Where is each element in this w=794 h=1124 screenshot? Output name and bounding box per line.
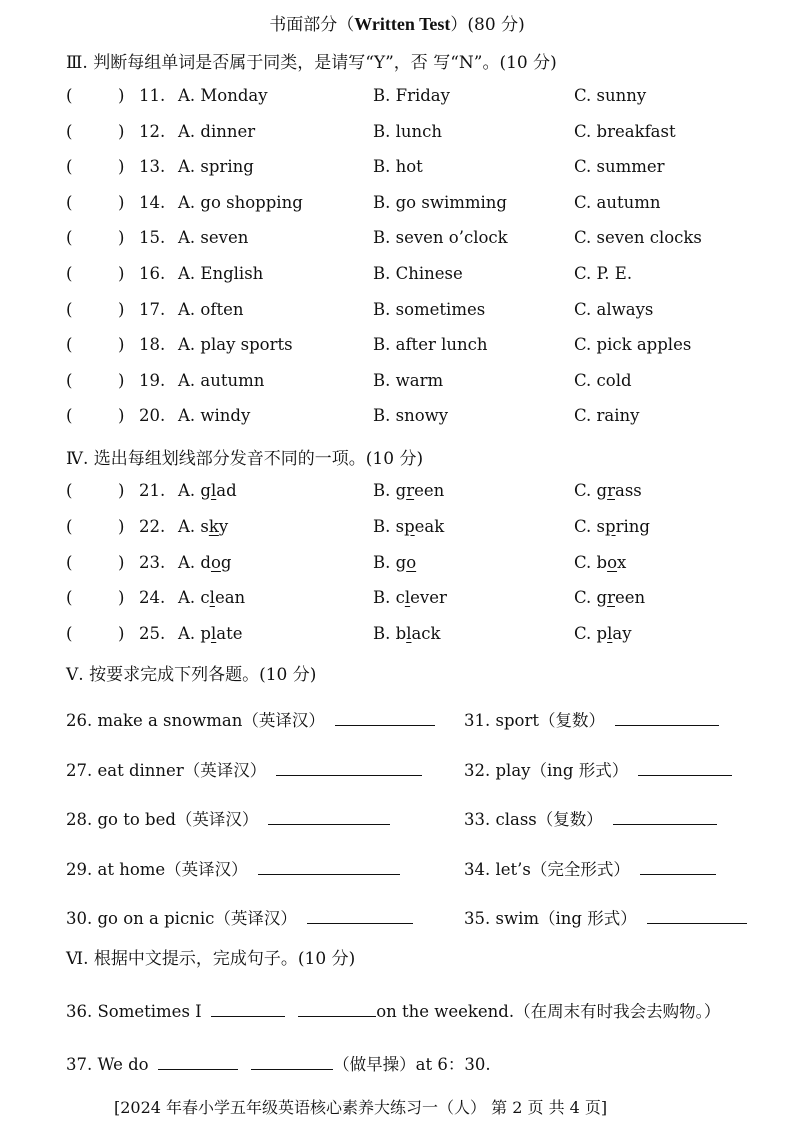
option-text-end: eak (414, 516, 445, 536)
option-text-end: ay (612, 624, 632, 644)
question-number: 19. (139, 370, 166, 390)
option-text-end: g (220, 552, 232, 572)
option-b: B. Chinese (373, 264, 463, 283)
option-b (373, 553, 416, 572)
underlined-letter: k (208, 516, 219, 536)
option-c: C. rainy (574, 406, 640, 426)
question-number: 11. (139, 86, 166, 105)
question-item-left (66, 757, 422, 781)
question-item-right (464, 856, 716, 880)
option-text-start: A. c (178, 588, 210, 608)
option-text-end: ate (216, 624, 243, 644)
question-text: 30. go on a picnic（英译汉） (66, 909, 297, 928)
q37-suffix: （做早操）at 6：30. (333, 1055, 491, 1074)
option-b (373, 624, 441, 643)
option-b: B. lunch (373, 121, 443, 141)
option-b: B. go swimming (373, 192, 507, 212)
underlined-letter: r (406, 481, 415, 500)
question-number: 14. (139, 192, 166, 212)
title-cn: 书面部分（ (269, 15, 355, 35)
answer-blank[interactable] (335, 724, 435, 726)
q36-blank-1[interactable] (211, 1015, 285, 1017)
question-number: 21. (139, 481, 166, 500)
answer-paren-close[interactable]: ) (118, 299, 125, 319)
option-c (574, 624, 632, 643)
option-text-start: C. s (574, 516, 605, 536)
answer-blank[interactable] (307, 922, 413, 924)
question-number: 24. (139, 588, 166, 608)
question-item-right (464, 806, 717, 830)
option-b: B. hot (373, 157, 423, 177)
answer-paren-close[interactable]: ) (118, 552, 125, 572)
option-c: C. P. E. (574, 264, 633, 283)
question-36 (66, 998, 720, 1022)
q37-blank-2[interactable] (251, 1068, 333, 1070)
question-text: 33. class（复数） (464, 810, 603, 829)
option-c (574, 553, 626, 572)
question-text: 32. play（ing 形式） (464, 760, 629, 780)
question-item-right (464, 757, 732, 781)
question-item-left (66, 905, 413, 929)
option-text-start: B. g (373, 552, 407, 572)
option-b (373, 481, 444, 500)
underlined-letter: l (406, 624, 412, 644)
section-5-heading: Ⅴ. 按要求完成下列各题。(10 分) (66, 665, 317, 685)
answer-paren-open[interactable]: ( (66, 588, 73, 608)
answer-paren-close[interactable]: ) (118, 192, 125, 212)
answer-paren-close[interactable]: ) (118, 481, 125, 500)
option-text-start: C. b (574, 552, 608, 572)
question-item-right (464, 707, 719, 731)
answer-blank[interactable] (258, 873, 400, 875)
option-text-end: x (617, 552, 627, 572)
option-text-start: B. b (373, 624, 407, 644)
question-text: 31. sport（复数） (464, 711, 605, 730)
option-b: B. after lunch (373, 335, 488, 355)
option-text-end: ean (214, 588, 246, 608)
option-a (178, 481, 237, 500)
question-number: 25. (139, 624, 166, 644)
option-b: B. warm (373, 370, 444, 390)
question-number: 20. (139, 406, 166, 426)
question-item-left (66, 707, 435, 731)
option-text-end: ring (615, 516, 650, 536)
option-c: C. pick apples (574, 335, 692, 355)
underlined-letter: o (607, 552, 618, 572)
answer-paren-open[interactable]: ( (66, 264, 73, 283)
answer-paren-close[interactable]: ) (118, 335, 125, 355)
answer-paren-close[interactable]: ) (118, 406, 125, 426)
option-c: C. always (574, 299, 654, 319)
question-text: 34. let’s（完全形式） (464, 859, 630, 879)
answer-paren-close[interactable]: ) (118, 588, 125, 608)
option-c: C. sunny (574, 86, 647, 105)
question-number: 13. (139, 157, 166, 177)
option-b (373, 517, 444, 536)
option-text-start: B. s (373, 516, 405, 536)
option-text-start: A. p (178, 624, 211, 644)
option-a (178, 624, 242, 643)
q37-prefix: 37. We do (66, 1055, 149, 1074)
option-c (574, 517, 650, 536)
answer-paren-open[interactable]: ( (66, 228, 73, 248)
question-37 (66, 1051, 491, 1075)
answer-paren-close[interactable]: ) (118, 516, 125, 536)
underlined-letter: l (210, 481, 217, 500)
q37-blank-1[interactable] (158, 1068, 238, 1070)
question-number: 17. (139, 299, 166, 319)
question-number: 23. (139, 552, 166, 572)
option-text-end: een (614, 588, 646, 608)
option-a: A. seven (178, 228, 249, 248)
answer-paren-open[interactable]: ( (66, 516, 73, 536)
option-a: A. often (178, 299, 244, 319)
question-number: 18. (139, 335, 166, 355)
option-a: A. windy (178, 406, 251, 426)
question-text: 26. make a snowman（英译汉） (66, 711, 325, 730)
question-number: 16. (139, 264, 166, 283)
option-a (178, 553, 231, 572)
option-a (178, 588, 245, 607)
answer-blank[interactable] (647, 922, 747, 924)
option-text-end: ack (411, 624, 441, 644)
option-text-end: een (414, 481, 445, 500)
q36-blank-2[interactable] (298, 1015, 376, 1017)
question-number: 12. (139, 121, 166, 141)
section-6-heading: Ⅵ. 根据中文提示，完成句子。(10 分) (66, 949, 356, 969)
answer-paren-open[interactable]: ( (66, 406, 73, 426)
answer-paren-close[interactable]: ) (118, 624, 125, 644)
option-a: A. English (178, 264, 264, 283)
question-item-right (464, 905, 747, 929)
option-text-start: A. d (178, 552, 211, 572)
option-c: C. breakfast (574, 121, 676, 141)
option-a: A. dinner (178, 121, 256, 141)
answer-paren-open[interactable]: ( (66, 624, 73, 644)
option-c (574, 481, 642, 500)
answer-blank[interactable] (638, 774, 732, 776)
answer-blank[interactable] (613, 823, 717, 825)
option-text-end: y (218, 516, 229, 536)
answer-paren-open[interactable]: ( (66, 299, 73, 319)
question-text: 28. go to bed（英译汉） (66, 810, 259, 829)
option-b: B. seven o’clock (373, 228, 508, 248)
option-text-start: C. g (574, 588, 608, 608)
underlined-letter: l (210, 624, 217, 644)
underlined-letter: p (404, 516, 415, 536)
answer-paren-open[interactable]: ( (66, 121, 73, 141)
option-c: C. seven clocks (574, 228, 702, 248)
option-text-start: A. s (178, 516, 209, 536)
page-title (0, 10, 794, 35)
question-text: 35. swim（ing 形式） (464, 909, 637, 928)
page-footer: [2024 年春小学五年级英语核心素养大练习一（人） 第 2 页 共 4 页] (114, 1098, 608, 1117)
option-b: B. Friday (373, 86, 450, 105)
question-item-left (66, 856, 400, 880)
underlined-letter: r (607, 588, 615, 608)
q36-suffix: on the weekend.（在周末有时我会去购物。） (376, 1002, 721, 1021)
answer-paren-close[interactable]: ) (118, 264, 125, 283)
answer-paren-close[interactable]: ) (118, 157, 125, 177)
option-text-end: ever (410, 588, 447, 608)
underlined-letter: o (406, 552, 417, 572)
section-4-heading: Ⅳ. 选出每组划线部分发音不同的一项。(10 分) (66, 449, 424, 469)
q36-prefix: 36. Sometimes I (66, 1002, 202, 1021)
section-3-heading: Ⅲ. 判断每组单词是否属于同类，是请写“Y”，否 写“N”。(10 分) (66, 53, 557, 73)
answer-paren-close[interactable]: ) (118, 228, 125, 248)
option-text-start: B. c (373, 588, 405, 608)
answer-paren-close[interactable]: ) (118, 370, 125, 390)
question-text: 29. at home（英译汉） (66, 859, 248, 879)
answer-paren-open[interactable]: ( (66, 192, 73, 212)
option-a (178, 517, 228, 536)
answer-blank[interactable] (640, 873, 716, 875)
option-text-end: ass (614, 481, 642, 500)
answer-paren-open[interactable]: ( (66, 370, 73, 390)
option-text-end: ad (216, 481, 237, 500)
answer-paren-open[interactable]: ( (66, 481, 73, 500)
answer-paren-close[interactable]: ) (118, 86, 125, 105)
question-number: 22. (139, 516, 166, 536)
underlined-letter: l (209, 588, 215, 608)
answer-blank[interactable] (268, 823, 390, 825)
option-a: A. spring (178, 157, 254, 177)
option-b (373, 588, 447, 607)
underlined-letter: p (605, 516, 616, 536)
option-b: B. snowy (373, 406, 449, 426)
option-c: C. autumn (574, 192, 661, 212)
answer-paren-open[interactable]: ( (66, 335, 73, 355)
underlined-letter: o (210, 552, 221, 572)
option-text-start: C. g (574, 481, 608, 500)
answer-blank[interactable] (276, 774, 422, 776)
option-c: C. cold (574, 370, 632, 390)
underlined-letter: l (607, 624, 613, 644)
option-a: A. play sports (178, 335, 293, 355)
option-c: C. summer (574, 157, 665, 177)
answer-paren-open[interactable]: ( (66, 86, 73, 105)
option-a: A. go shopping (178, 192, 303, 212)
answer-paren-open[interactable]: ( (66, 157, 73, 177)
question-number: 15. (139, 228, 166, 248)
underlined-letter: l (404, 588, 411, 608)
answer-paren-open[interactable]: ( (66, 552, 73, 572)
underlined-letter: r (607, 481, 615, 500)
answer-blank[interactable] (615, 724, 719, 726)
option-text-start: C. p (574, 624, 608, 644)
question-text: 27. eat dinner（英译汉） (66, 760, 267, 780)
option-a: A. Monday (178, 86, 268, 105)
title-tail: ）(80 分) (450, 15, 525, 35)
answer-paren-close[interactable]: ) (118, 121, 125, 141)
option-b: B. sometimes (373, 299, 486, 319)
option-text-start: B. g (373, 481, 407, 500)
option-c (574, 588, 645, 607)
title-en: Written Test (354, 14, 451, 34)
option-a: A. autumn (178, 370, 265, 390)
option-text-start: A. g (178, 481, 211, 500)
question-item-left (66, 806, 390, 830)
